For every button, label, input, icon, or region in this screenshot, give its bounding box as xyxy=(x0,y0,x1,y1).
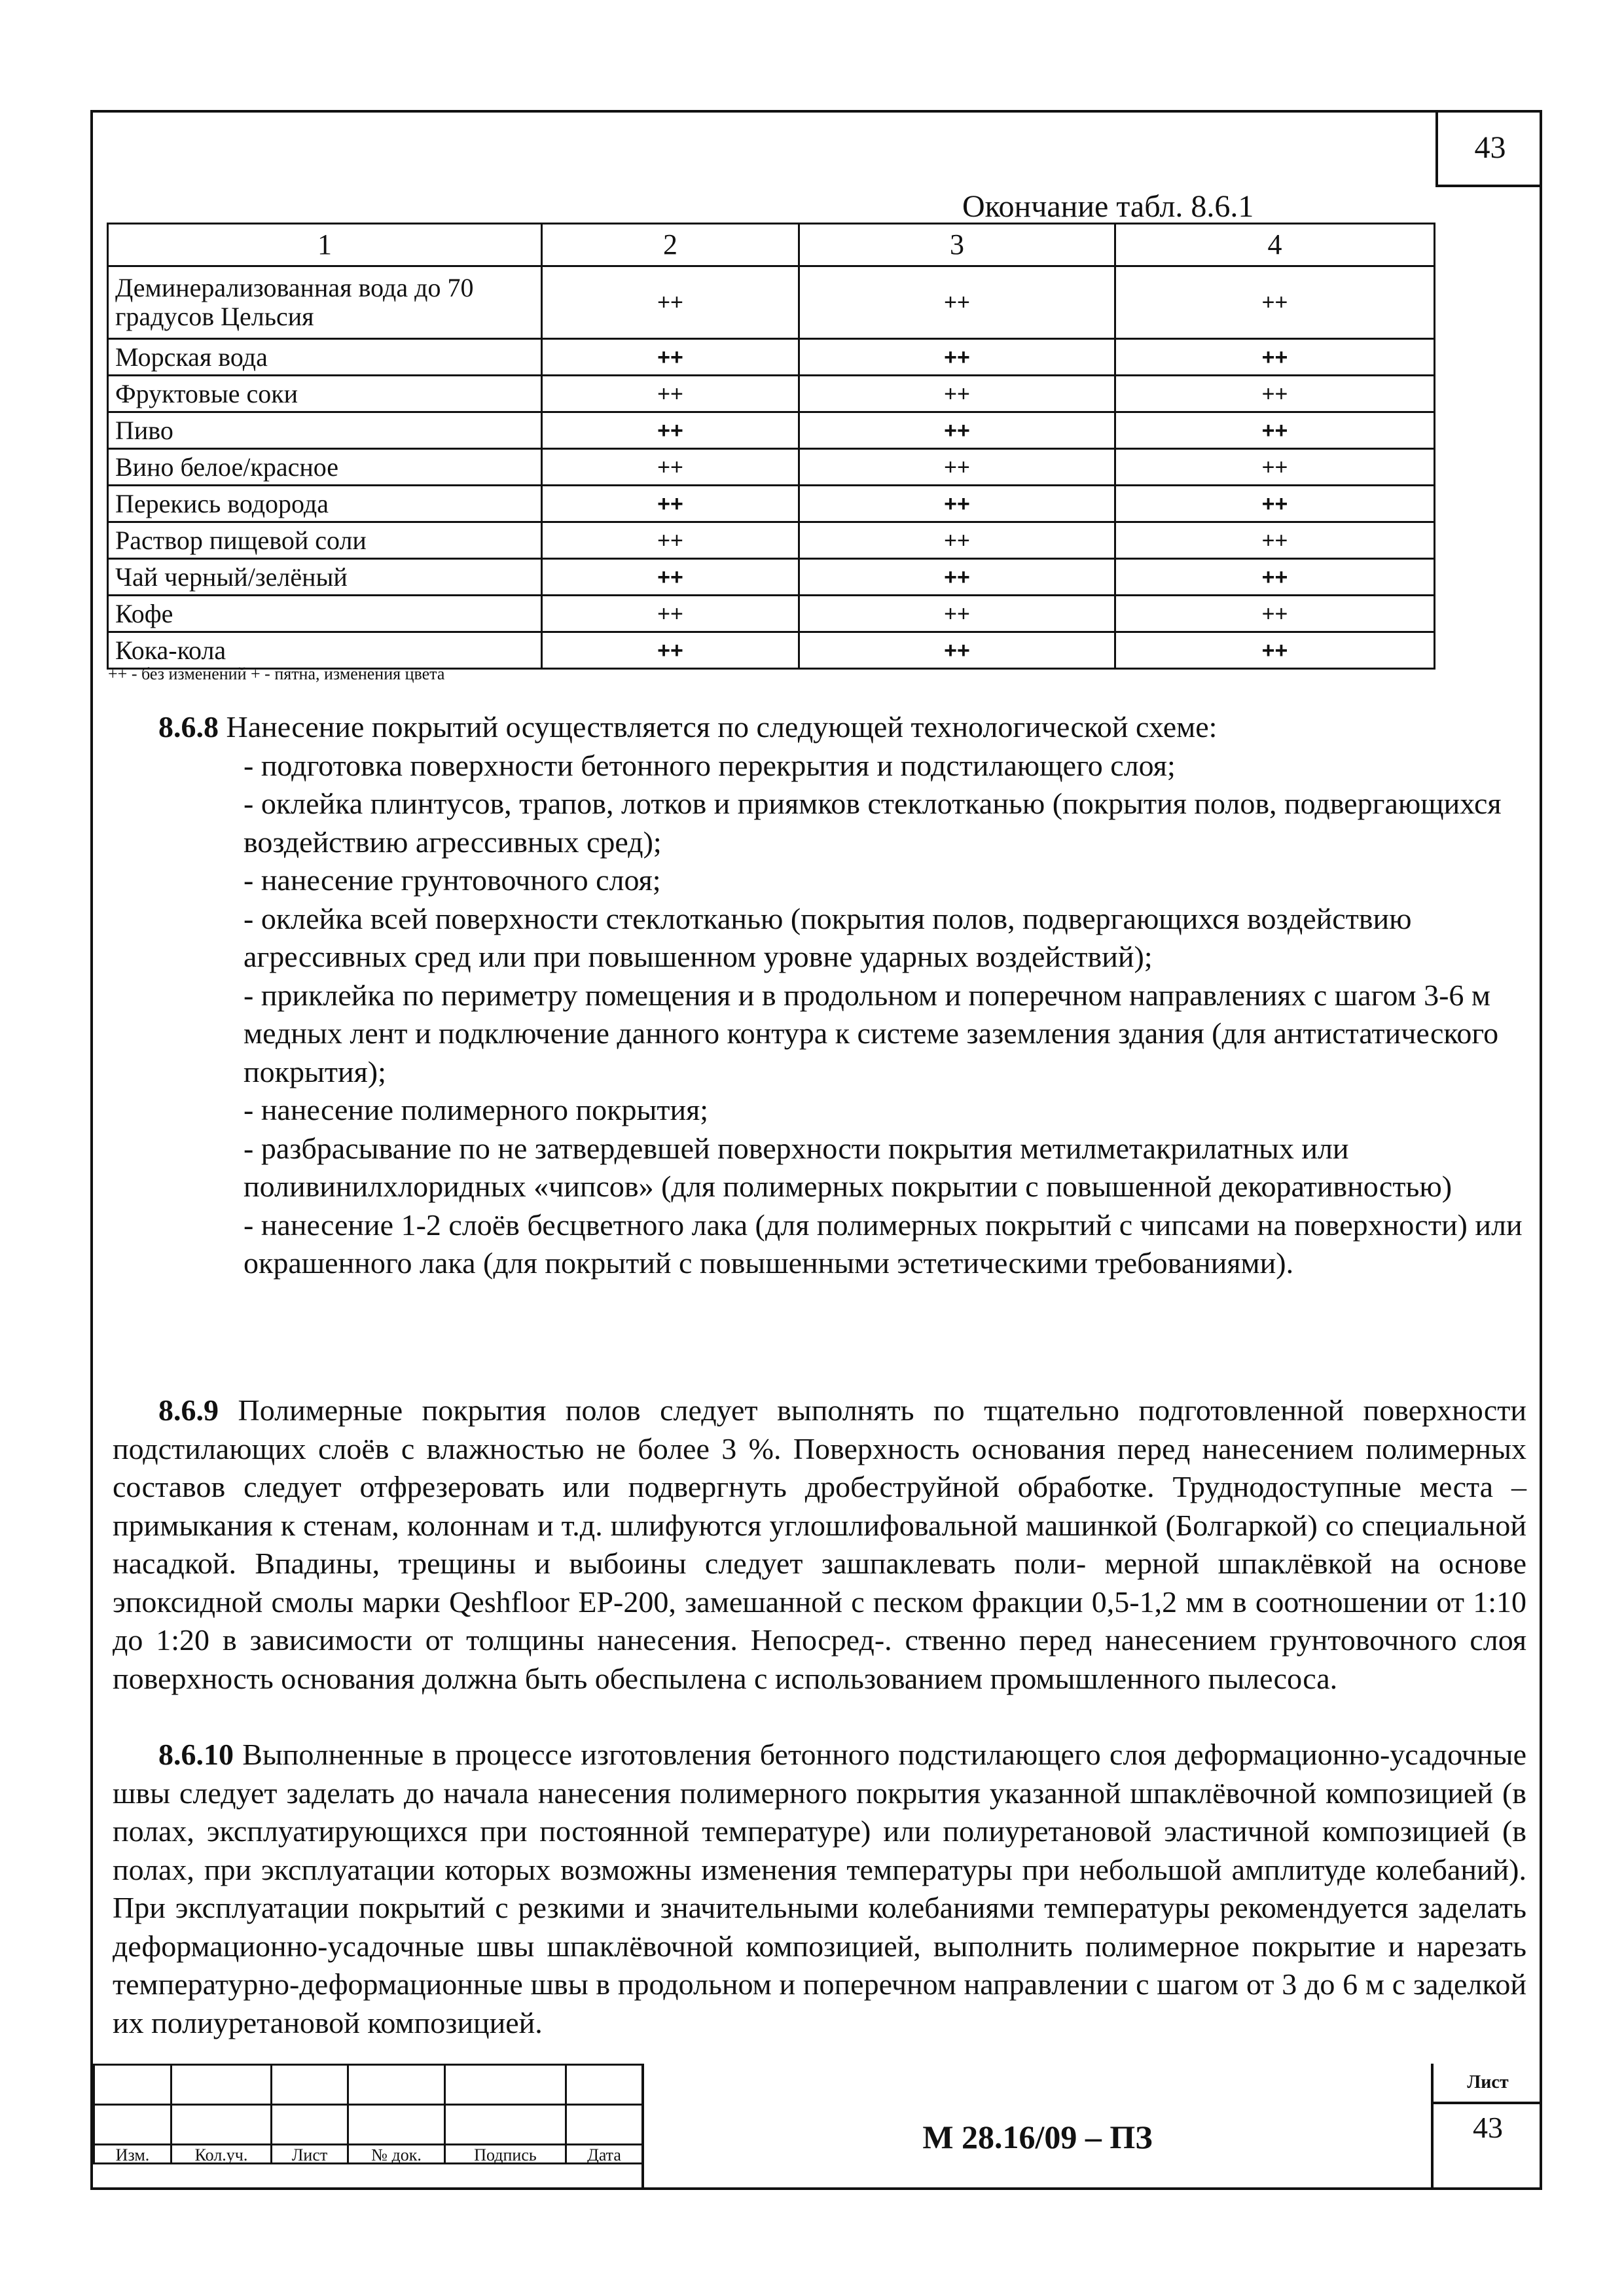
table-row xyxy=(108,266,1435,339)
section-number: 8.6.10 xyxy=(158,1738,234,1771)
table-row xyxy=(108,412,1435,449)
section-body-text: Полимерные покрытия полов следует выполнять по тщательно подготовленной поверхности подстилающих слоёв с влажностью не более 3 %. Поверхность основания перед нанесением полимерных составов следует отфрезеровать или подвергнуть дробеструйной обработке. Труднодоступные места – примыкания к стенам, колоннам и т.д. шлифуются углошлифовальной машинкой (Болгаркой) со специальной насадкой. Впадины, трещины и выбоины следует зашпаклевать поли- мерной шпаклёвкой на основе эпоксидной смолы марки Qeshfloor EP-200, замешанной с песком фракции 0,5-1,2 мм в соотношении от 1:10 до 1:20 в зависимости от толщины нанесения. Непосред-. ственно перед нанесением грунтовочного слоя поверхность основания должна быть обеспылена с использованием промышленного пылесоса. xyxy=(113,1393,1526,1695)
list-item: - оклейка плинтусов, трапов, лотков и приямков стеклотканью (покрытия полов, подвергающихся воздействию агрессивных сред); xyxy=(244,787,1502,859)
rating-cell: ++ xyxy=(542,449,799,486)
rating-cell: ++ xyxy=(1115,522,1435,559)
title-block-label: Изм. xyxy=(94,2145,171,2164)
table-row xyxy=(108,486,1435,522)
rating-cell: ++ xyxy=(542,376,799,412)
title-block-grid xyxy=(93,2064,643,2164)
substance-name: Деминерализованная вода до 70 градусов Цельсия xyxy=(108,266,542,339)
rating-cell: ++ xyxy=(542,486,799,522)
rating-cell: ++ xyxy=(1115,266,1435,339)
substance-name: Чай черный/зелёный xyxy=(108,559,542,596)
list-item: - оклейка всей поверхности стеклотканью (покрытия полов, подвергающихся воздействию агрессивных сред или при повышенном уровне ударных воздействий); xyxy=(244,901,1412,973)
substance-name: Кока-кола xyxy=(108,632,542,669)
substance-name: Фруктовые соки xyxy=(108,376,542,412)
table-row xyxy=(108,596,1435,632)
section-8-6-8-intro xyxy=(113,708,1526,747)
rating-cell: ++ xyxy=(799,412,1115,449)
substance-name: Перекись водорода xyxy=(108,486,542,522)
section-body-text: Выполненные в процессе изготовления бетонного подстилающего слоя деформационно-усадочные швы следует заделать до начала нанесения полимерного покрытия указанной шпаклёвочной композицией (в полах, эксплуатирующихся при постоянной температуре) или полиуретановой эластичной композицией (в полах, при эксплуатации которых возможны изменения температуры при небольшой амплитуде колебаний). При эксплуатации покрытий с резкими и значительными колебаниями температуры рекомендуется заделать деформационно-усадочные швы шпаклёвочной композицией, выполнить полимерное покрытие и нарезать температурно-деформационные швы в продольном и поперечном направлении с шагом от 3 до 6 м с заделкой их полиуретановой композицией. xyxy=(113,1738,1526,2039)
rating-cell: ++ xyxy=(542,522,799,559)
technology-steps-list xyxy=(113,747,1526,1283)
rating-cell: ++ xyxy=(799,486,1115,522)
rating-cell: ++ xyxy=(542,596,799,632)
title-block-labels xyxy=(94,2145,643,2164)
rating-cell: ++ xyxy=(799,339,1115,376)
rating-cell: ++ xyxy=(1115,486,1435,522)
resistance-table xyxy=(107,223,1435,670)
section-number: 8.6.9 xyxy=(158,1393,219,1427)
title-block-label: Кол.уч. xyxy=(171,2145,272,2164)
rating-cell: ++ xyxy=(542,632,799,669)
section-8-6-9 xyxy=(113,1391,1526,1698)
table-legend: ++ - без изменений + - пятна, изменения цвета xyxy=(108,664,445,683)
table-header-row xyxy=(108,224,1435,266)
rating-cell: ++ xyxy=(542,266,799,339)
rating-cell: ++ xyxy=(1115,449,1435,486)
title-block-label: Дата xyxy=(566,2145,643,2164)
rating-cell: ++ xyxy=(799,449,1115,486)
table-row xyxy=(108,376,1435,412)
table-row xyxy=(108,559,1435,596)
section-8-6-8 xyxy=(113,708,1526,1283)
rating-cell: ++ xyxy=(799,596,1115,632)
list-item: - подготовка поверхности бетонного перекрытия и подстилающего слоя; xyxy=(244,748,1176,782)
rating-cell: ++ xyxy=(1115,339,1435,376)
title-block-label: № док. xyxy=(348,2145,445,2164)
table-caption: Окончание табл. 8.6.1 xyxy=(962,189,1254,224)
rating-cell: ++ xyxy=(542,412,799,449)
list-item: - приклейка по периметру помещения и в продольном и поперечном направлениях с шагом 3-6 м медных лент и подключение данного контура к системе заземления здания (для антистатического покрытия); xyxy=(244,978,1499,1088)
substance-name: Пиво xyxy=(108,412,542,449)
sheet-label: Лист xyxy=(1434,2064,1542,2104)
rating-cell: ++ xyxy=(542,559,799,596)
table-header-cell: 2 xyxy=(542,224,799,266)
substance-name: Морская вода xyxy=(108,339,542,376)
list-item: - нанесение полимерного покрытия; xyxy=(244,1093,709,1126)
table-header-cell: 1 xyxy=(108,224,542,266)
rating-cell: ++ xyxy=(1115,632,1435,669)
table-row xyxy=(108,632,1435,669)
table-header-cell: 4 xyxy=(1115,224,1435,266)
table-row xyxy=(108,522,1435,559)
rating-cell: ++ xyxy=(799,559,1115,596)
document-code: М 28.16/09 – ПЗ xyxy=(641,2064,1434,2190)
rating-cell: ++ xyxy=(799,522,1115,559)
rating-cell: ++ xyxy=(799,376,1115,412)
rating-cell: ++ xyxy=(542,339,799,376)
table-row xyxy=(108,339,1435,376)
list-item: - нанесение 1-2 слоёв бесцветного лака (для полимерных покрытий с чипсами на поверхности) или окрашенного лака (для покрытий с повышенными эстетическими требованиями). xyxy=(244,1208,1523,1280)
list-item: - разбрасывание по не затвердевшей поверхности покрытия метилметакрилатных или поливинилхлоридных «чипсов» (для полимерных покрытии с повышенной декоративностью) xyxy=(244,1131,1453,1203)
title-block-label: Лист xyxy=(272,2145,348,2164)
table-header-cell: 3 xyxy=(799,224,1115,266)
substance-name: Раствор пищевой соли xyxy=(108,522,542,559)
rating-cell: ++ xyxy=(1115,412,1435,449)
rating-cell: ++ xyxy=(799,632,1115,669)
section-number: 8.6.8 xyxy=(158,710,219,744)
section-8-6-10 xyxy=(113,1736,1526,2042)
substance-name: Вино белое/красное xyxy=(108,449,542,486)
page-number: 43 xyxy=(1474,130,1506,165)
rating-cell: ++ xyxy=(1115,376,1435,412)
page-number-box xyxy=(1435,110,1542,187)
rating-cell: ++ xyxy=(1115,596,1435,632)
section-intro-text: Нанесение покрытий осуществляется по следующей технологической схеме: xyxy=(219,710,1218,744)
title-block-label: Подпись xyxy=(445,2145,566,2164)
rating-cell: ++ xyxy=(1115,559,1435,596)
list-item: - нанесение грунтовочного слоя; xyxy=(244,863,661,897)
substance-name: Кофе xyxy=(108,596,542,632)
sheet-number: 43 xyxy=(1473,2110,1503,2144)
rating-cell: ++ xyxy=(799,266,1115,339)
table-row xyxy=(108,449,1435,486)
